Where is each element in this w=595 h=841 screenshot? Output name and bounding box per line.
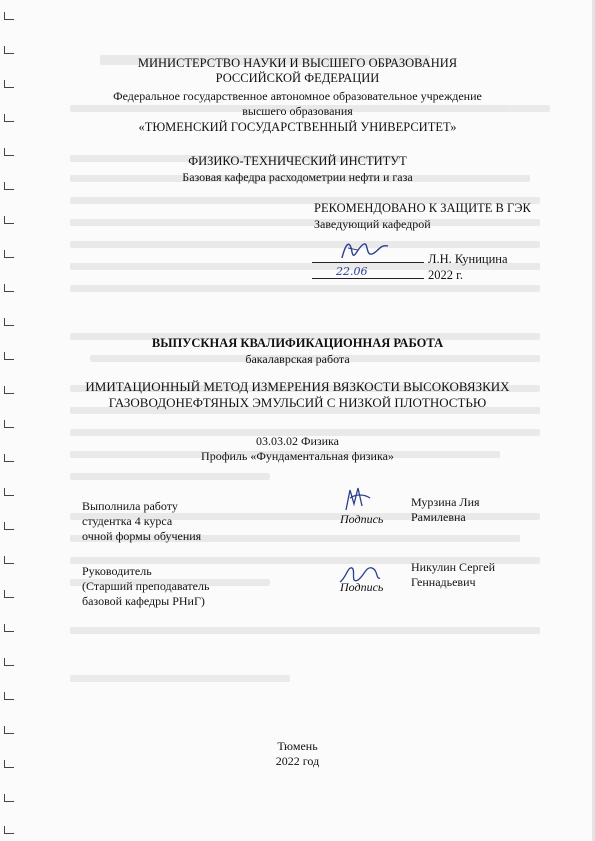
footer-year: 2022 год bbox=[275, 754, 320, 768]
supervisor-name-line-1: Никулин Сергей bbox=[411, 560, 496, 574]
approval-date-line bbox=[312, 278, 424, 279]
supervisor-line-3: базовой кафедры РНиГ) bbox=[82, 594, 205, 608]
department-name: Базовая кафедра расходометрии нефти и газа bbox=[182, 170, 413, 184]
binding-mark bbox=[4, 46, 14, 54]
author-line-1: Выполнила работу bbox=[82, 499, 178, 513]
binding-mark bbox=[4, 12, 14, 20]
handwritten-date: 22.06 bbox=[336, 265, 368, 278]
binding-mark bbox=[4, 556, 14, 564]
author-name-line-2: Рамилевна bbox=[411, 510, 466, 524]
binding-mark bbox=[4, 726, 14, 734]
supervisor-signature-label: Подпись bbox=[340, 580, 384, 594]
ministry-line-1: МИНИСТЕРСТВО НАУКИ И ВЫСШЕГО ОБРАЗОВАНИЯ bbox=[137, 56, 458, 70]
study-code: 03.03.02 Физика bbox=[255, 434, 340, 448]
author-line-3: очной формы обучения bbox=[82, 529, 202, 543]
supervisor-line-2: (Старший преподаватель bbox=[82, 579, 210, 593]
approval-signature bbox=[336, 236, 396, 266]
work-type: ВЫПУСКНАЯ КВАЛИФИКАЦИОННАЯ РАБОТА bbox=[151, 336, 444, 350]
binding-mark bbox=[4, 658, 14, 666]
approval-role: Заведующий кафедрой bbox=[314, 217, 431, 231]
institute-name: ФИЗИКО-ТЕХНИЧЕСКИЙ ИНСТИТУТ bbox=[188, 154, 407, 168]
university-name: «ТЮМЕНСКИЙ ГОСУДАРСТВЕННЫЙ УНИВЕРСИТЕТ» bbox=[138, 120, 457, 134]
supervisor-name-line-2: Геннадьевич bbox=[411, 575, 476, 589]
organization-line-2: высшего образования bbox=[242, 104, 353, 118]
ministry-line-2: РОССИЙСКОЙ ФЕДЕРАЦИИ bbox=[215, 71, 380, 85]
work-title-line-1: ИМИТАЦИОННЫЙ МЕТОД ИЗМЕРЕНИЯ ВЯЗКОСТИ ВЫСОКОВЯЗКИХ bbox=[85, 379, 510, 394]
author-signature-label: Подпись bbox=[340, 512, 384, 526]
binding-mark bbox=[4, 318, 14, 326]
binding-mark bbox=[4, 420, 14, 428]
binding-mark bbox=[4, 590, 14, 598]
author-signature bbox=[340, 484, 376, 514]
supervisor-line-1: Руководитель bbox=[82, 564, 152, 578]
footer-city: Тюмень bbox=[277, 739, 318, 753]
study-profile: Профиль «Фундаментальная физика» bbox=[201, 449, 394, 463]
binding-mark bbox=[4, 488, 14, 496]
binding-mark bbox=[4, 624, 14, 632]
work-subtype: бакалаврская работа bbox=[245, 352, 350, 366]
work-title-line-2: ГАЗОВОДОНЕФТЯНЫХ ЭМУЛЬСИЙ С НИЗКОЙ ПЛОТНОСТЬЮ bbox=[108, 395, 487, 410]
binding-mark bbox=[4, 826, 14, 834]
approval-year: 2022 г. bbox=[428, 268, 463, 282]
author-name-line-1: Мурзина Лия bbox=[411, 495, 480, 509]
binding-mark bbox=[4, 522, 14, 530]
binding-mark bbox=[4, 250, 14, 258]
binding-mark bbox=[4, 794, 14, 802]
binding-mark bbox=[4, 216, 14, 224]
binding-mark bbox=[4, 692, 14, 700]
approval-name: Л.Н. Куницина bbox=[428, 252, 508, 266]
author-line-2: студентка 4 курса bbox=[82, 514, 173, 528]
binding-mark bbox=[4, 284, 14, 292]
approval-title: РЕКОМЕНДОВАНО К ЗАЩИТЕ В ГЭК bbox=[314, 201, 531, 215]
organization-line-1: Федеральное государственное автономное образовательное учреждение bbox=[113, 89, 482, 103]
